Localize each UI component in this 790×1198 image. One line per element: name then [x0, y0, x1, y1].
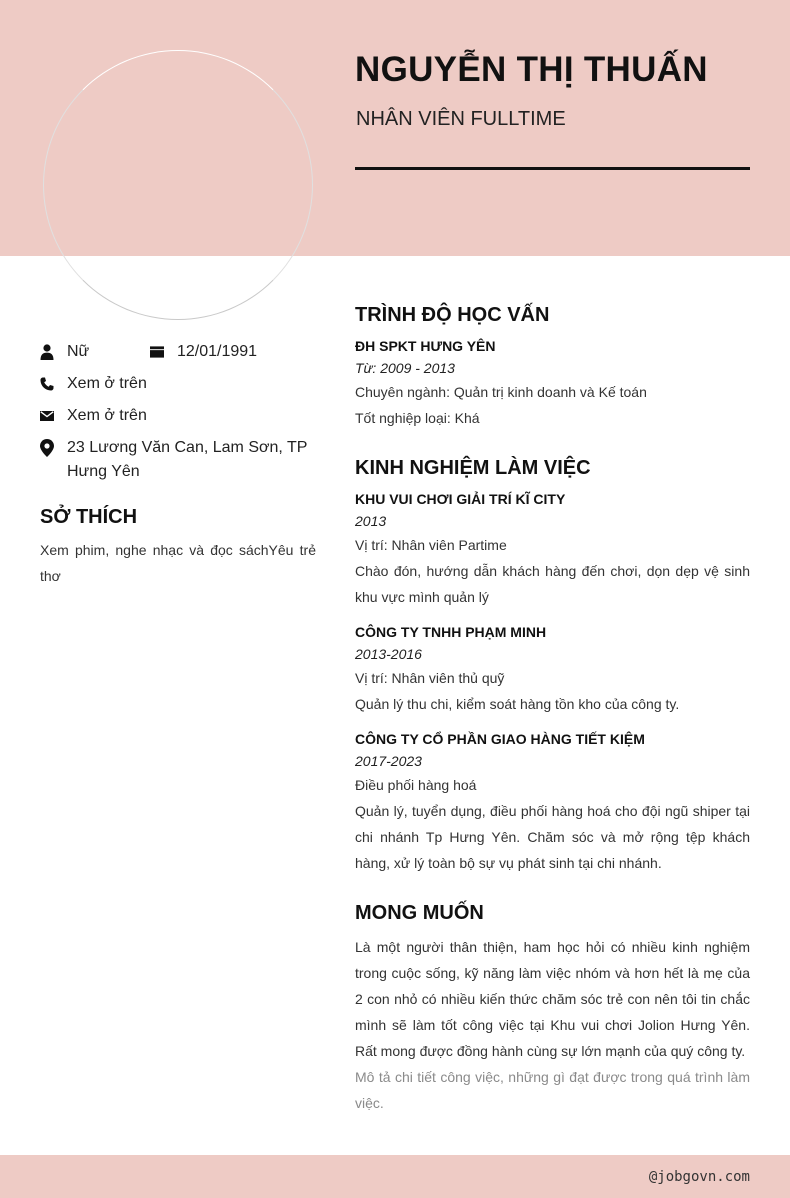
experience-description: Quản lý thu chi, kiểm soát hàng tồn kho của công ty. — [355, 696, 680, 712]
hobbies-heading: SỞ THÍCH — [40, 506, 138, 528]
avatar[interactable] — [43, 50, 313, 320]
envelope-icon — [40, 404, 54, 428]
birthdate-item — [150, 340, 257, 364]
phone-row — [40, 372, 316, 396]
education-major: Chuyên ngành: Quản trị kinh doanh và Kế toán — [355, 384, 647, 400]
school-name: ĐH SPKT HƯNG YÊN — [355, 338, 496, 354]
candidate-name: NGUYỄN THỊ THUẤN — [355, 50, 708, 89]
personal-info-column — [40, 340, 316, 589]
map-pin-icon — [40, 436, 54, 460]
person-icon — [40, 340, 54, 364]
company-name: CÔNG TY CỔ PHẦN GIAO HÀNG TIẾT KIỆM — [355, 731, 645, 747]
calendar-icon — [150, 340, 164, 364]
experience-period: 2017-2023 — [355, 753, 422, 769]
experience-position: Điều phối hàng hoá — [355, 777, 477, 793]
address-value: 23 Lương Văn Can, Lam Sơn, TP Hưng Yên — [67, 439, 308, 480]
gender-item — [40, 340, 150, 364]
company-name: CÔNG TY TNHH PHẠM MINH — [355, 624, 547, 640]
gender-birthdate-row — [40, 340, 316, 364]
experience-period: 2013 — [355, 513, 387, 529]
experience-item — [355, 729, 750, 876]
education-grade: Tốt nghiệp loại: Khá — [355, 410, 480, 426]
hobbies-text: Xem phim, nghe nhạc và đọc sáchYêu trẻ thơ — [40, 542, 316, 584]
objective-text: Là một người thân thiện, ham học hỏi có nhiều kinh nghiệm trong cuộc sống, kỹ năng làm việc nhóm và hơn hết là mẹ của 2 con nhỏ có nhiều kiến thức chăm sóc trẻ con nên tôi tin chắc mình sẽ làm tốt công việc tại Khu vui chơi Jolion Hưng Yên. Rất mong được đồng hành cùng sự lớn mạnh của quý công ty. — [355, 939, 750, 1059]
email-value[interactable]: Xem ở trên — [67, 407, 147, 424]
experience-heading: KINH NGHIỆM LÀM VIỆC — [355, 457, 591, 479]
education-heading: TRÌNH ĐỘ HỌC VẤN — [355, 304, 550, 326]
birthdate-value: 12/01/1991 — [177, 343, 258, 360]
footer-brand: @jobgovn.com — [648, 1169, 750, 1185]
experience-description: Quản lý, tuyển dụng, điều phối hàng hoá cho đội ngũ shiper tại chi nhánh Tp Hưng Yên. Chăm sóc và mở rộng tệp khách hàng, xử lý toàn bộ sự vụ phát sinh tại chi nhánh. — [355, 803, 750, 871]
experience-position: Vị trí: Nhân viên Partime — [355, 537, 507, 553]
experience-period: 2013-2016 — [355, 646, 422, 662]
education-entry — [355, 336, 750, 431]
job-title: NHÂN VIÊN FULLTIME — [356, 108, 566, 130]
education-period: Từ: 2009 - 2013 — [355, 360, 455, 376]
phone-value[interactable]: Xem ở trên — [67, 375, 147, 392]
experience-item — [355, 489, 750, 610]
address-row — [40, 436, 316, 484]
footer-band — [0, 1155, 790, 1198]
objective-placeholder[interactable]: Mô tả chi tiết công việc, những gì đạt được trong quá trình làm việc. — [355, 1069, 750, 1111]
main-column — [355, 300, 750, 1116]
phone-icon — [40, 372, 54, 396]
title-divider — [355, 167, 750, 170]
experience-description: Chào đón, hướng dẫn khách hàng đến chơi, dọn dẹp vệ sinh khu vực mình quản lý — [355, 563, 750, 605]
objective-heading: MONG MUỐN — [355, 902, 484, 924]
gender-value: Nữ — [67, 343, 90, 360]
experience-item — [355, 622, 750, 717]
company-name: KHU VUI CHƠI GIẢI TRÍ KĨ CITY — [355, 491, 566, 507]
email-row — [40, 404, 316, 428]
experience-position: Vị trí: Nhân viên thủ quỹ — [355, 670, 505, 686]
